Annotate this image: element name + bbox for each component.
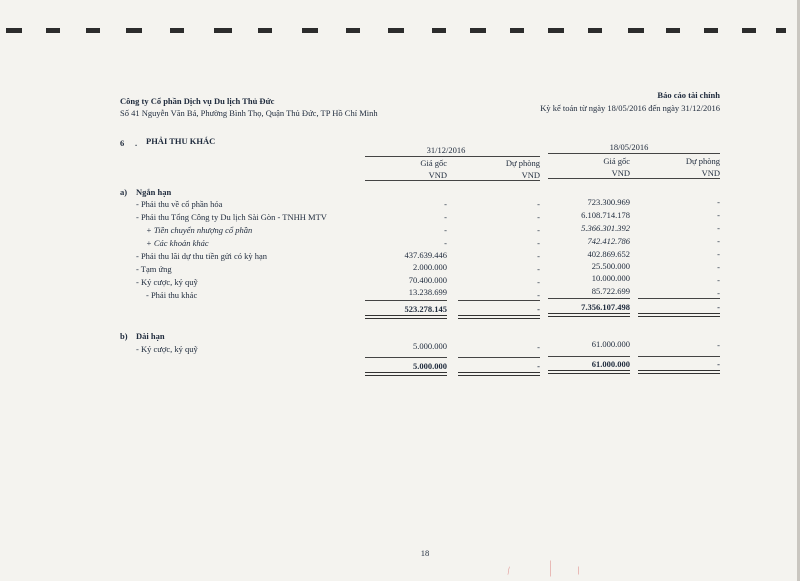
unit-rule	[548, 178, 720, 179]
binding-mark	[588, 28, 602, 33]
company-address: Số 41 Nguyễn Văn Bá, Phường Bình Thọ, Quận Thủ Đức, TP Hồ Chí Minh	[120, 108, 378, 118]
cell-gia-goc-2: 5.366.301.392	[581, 223, 630, 233]
cell-du-phong-2: -	[717, 288, 720, 298]
row-label: - Phải thu Tổng Công ty Du lịch Sài Gòn - TNHH MTV	[136, 212, 327, 222]
part-b-title: Dài hạn	[136, 331, 165, 341]
binding-mark	[704, 28, 718, 33]
page-number: 18	[420, 548, 430, 558]
cell-gia-goc-1: 13.238.699	[408, 287, 447, 297]
total-double-rule	[548, 370, 630, 374]
cell-du-phong-1: -	[537, 290, 540, 300]
binding-mark	[432, 28, 446, 33]
binding-mark	[46, 28, 60, 33]
cell-gia-goc-1: 437.639.446	[404, 250, 447, 260]
cell-gia-goc-1: 70.400.000	[408, 275, 447, 285]
total-double-rule	[548, 313, 630, 317]
cell-du-phong-2: -	[717, 275, 720, 285]
subtotal-rule	[458, 300, 540, 301]
total-gia-goc-1: 523.278.145	[404, 304, 447, 314]
cell-du-phong-1: -	[537, 225, 540, 235]
column-date-1: 31/12/2016	[426, 145, 466, 155]
binding-mark	[126, 28, 142, 33]
section-title: PHẢI THU KHÁC	[146, 136, 216, 146]
unit-rule	[365, 180, 540, 181]
row-label: - Phải thu lãi dự thu tiền gửi có kỳ hạn	[136, 251, 268, 261]
cell-du-phong-1: -	[537, 277, 540, 287]
cell-gia-goc-1: -	[444, 238, 447, 248]
binding-mark	[6, 28, 22, 33]
row-label: + Tiền chuyển nhượng cổ phần	[146, 225, 253, 235]
cell-gia-goc-2: 85.722.699	[591, 286, 630, 296]
column-gia-goc-1: Giá gốc	[420, 158, 447, 168]
column-gia-goc-2: Giá gốc	[603, 156, 630, 166]
row-label: - Ký cược, ký quỹ	[136, 277, 198, 287]
subtotal-rule	[365, 357, 447, 358]
report-period: Kỳ kế toán từ ngày 18/05/2016 đến ngày 31/12/2016	[540, 103, 720, 113]
cell-du-phong-2: -	[717, 262, 720, 272]
subtotal-rule	[638, 298, 720, 299]
row-label: - Ký cược, ký quỹ	[136, 344, 198, 354]
total-double-rule	[638, 313, 720, 317]
total-double-rule	[638, 370, 720, 374]
cell-du-phong-1: -	[537, 238, 540, 248]
cell-gia-goc-1: 2.000.000	[413, 262, 447, 272]
cell-gia-goc-1: 5.000.000	[413, 341, 447, 351]
binding-mark	[776, 28, 786, 33]
cell-gia-goc-2: 10.000.000	[591, 273, 630, 283]
cell-du-phong-2: -	[717, 223, 720, 233]
cell-du-phong-2: -	[717, 197, 720, 207]
cell-gia-goc-2: 723.300.969	[587, 197, 630, 207]
cell-gia-goc-2: 25.500.000	[591, 261, 630, 271]
unit-label-3: VND	[611, 168, 630, 178]
unit-label-4: VND	[701, 168, 720, 178]
row-label: + Các khoản khác	[146, 238, 209, 248]
unit-label-1: VND	[428, 170, 447, 180]
binding-mark	[170, 28, 184, 33]
total-double-rule	[458, 315, 540, 319]
binding-mark	[86, 28, 100, 33]
binding-mark	[302, 28, 318, 33]
cell-gia-goc-2: 61.000.000	[591, 339, 630, 349]
cell-gia-goc-2: 742.412.786	[587, 236, 630, 246]
column-du-phong-2: Dự phòng	[685, 156, 720, 166]
binding-mark	[548, 28, 564, 33]
company-name: Công ty Cổ phần Dịch vụ Du lịch Thủ Đức	[120, 96, 275, 106]
report-title: Báo cáo tài chính	[657, 90, 720, 100]
cell-du-phong-1: -	[537, 251, 540, 261]
part-a-title: Ngắn hạn	[136, 187, 172, 197]
total-du-phong-1: -	[537, 304, 540, 314]
total-double-rule	[365, 372, 447, 376]
subtotal-rule	[548, 356, 630, 357]
total-double-rule	[458, 372, 540, 376]
cell-du-phong-1: -	[537, 212, 540, 222]
part-a-label: a)	[120, 187, 128, 197]
total-du-phong-2: -	[717, 359, 720, 369]
section-number: 6	[120, 138, 125, 148]
binding-mark	[742, 28, 756, 33]
header-rule	[548, 153, 720, 154]
row-label: - Tạm ứng	[136, 264, 172, 274]
header-rule	[365, 156, 540, 157]
binding-mark	[510, 28, 524, 33]
cell-du-phong-2: -	[717, 236, 720, 246]
section-separator: .	[135, 138, 138, 148]
cell-du-phong-1: -	[537, 342, 540, 352]
total-du-phong-1: -	[537, 361, 540, 371]
cell-du-phong-1: -	[537, 199, 540, 209]
column-du-phong-1: Dự phòng	[505, 158, 540, 168]
total-gia-goc-1: 5.000.000	[413, 361, 447, 371]
cell-gia-goc-1: -	[444, 199, 447, 209]
cell-du-phong-1: -	[537, 264, 540, 274]
cell-gia-goc-1: -	[444, 212, 447, 222]
cell-gia-goc-2: 402.869.652	[587, 249, 630, 259]
cell-gia-goc-2: 6.108.714.178	[581, 210, 630, 220]
binding-mark	[628, 28, 644, 33]
binding-mark	[666, 28, 680, 33]
total-gia-goc-2: 61.000.000	[591, 359, 630, 369]
binding-mark	[346, 28, 360, 33]
cell-du-phong-2: -	[717, 340, 720, 350]
binding-mark	[214, 28, 232, 33]
binding-mark	[258, 28, 272, 33]
binding-mark	[470, 28, 486, 33]
cell-gia-goc-1: -	[444, 225, 447, 235]
subtotal-rule	[458, 357, 540, 358]
unit-label-2: VND	[521, 170, 540, 180]
part-b-label: b)	[120, 331, 128, 341]
column-date-2: 18/05/2016	[609, 142, 649, 152]
cell-du-phong-2: -	[717, 210, 720, 220]
subtotal-rule	[548, 298, 630, 299]
subtotal-rule	[638, 356, 720, 357]
binding-mark	[388, 28, 404, 33]
cell-du-phong-2: -	[717, 249, 720, 259]
total-du-phong-2: -	[717, 302, 720, 312]
row-label: - Phải thu khác	[146, 290, 198, 300]
total-gia-goc-2: 7.356.107.498	[581, 302, 630, 312]
subtotal-rule	[365, 300, 447, 301]
binding-strip	[0, 0, 800, 36]
total-double-rule	[365, 315, 447, 319]
row-label: - Phải thu về cổ phần hóa	[136, 199, 223, 209]
stamp-mark: ― ―― ―	[502, 560, 583, 577]
